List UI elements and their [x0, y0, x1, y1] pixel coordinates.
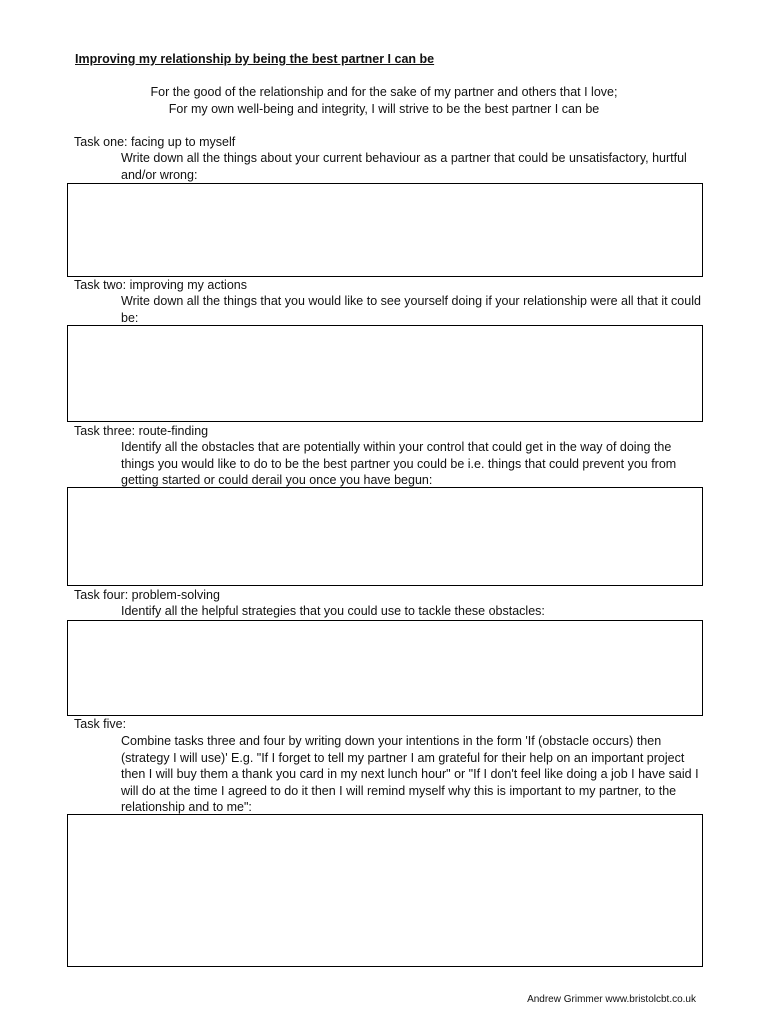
pledge-line-2: For my own well-being and integrity, I will strive to be the best partner I can be — [168, 102, 600, 116]
task-three-heading: Task three: route-finding — [74, 424, 209, 438]
task-five-instruction: Combine tasks three and four by writing down your intentions in the form 'If (obstacle occurs) then (strategy I will use)' E.g. "If I forget to tell my partner I am grateful for their help on an important project then I will buy them a thank you card in my next lunch hour" or "If I don't feel like doing a job I have said I will do at the time I agreed to do it then I will remind myself why this is important to my partner, to the relationship and to me": — [121, 734, 699, 814]
pledge-line-1: For the good of the relationship and for the sake of my partner and others that I love; — [150, 85, 618, 99]
task-five-heading: Task five: — [74, 717, 127, 731]
task-three-answer-box[interactable] — [67, 487, 703, 586]
task-one-heading: Task one: facing up to myself — [74, 135, 236, 149]
task-four-instruction: Identify all the helpful strategies that you could use to tackle these obstacles: — [121, 604, 545, 618]
pledge-statement — [75, 84, 693, 118]
task-two-heading: Task two: improving my actions — [74, 278, 247, 292]
task-three-instruction: Identify all the obstacles that are potentially within your control that could get in the way of doing the things you would like to do to be the best partner you could be i.e. things that could prevent you from getting started or could derail you once you have begun: — [121, 440, 677, 487]
task-one-answer-box[interactable] — [67, 183, 703, 277]
task-two-answer-box[interactable] — [67, 325, 703, 422]
task-four-answer-box[interactable] — [67, 620, 703, 716]
document-title: Improving my relationship by being the best partner I can be — [75, 52, 435, 66]
task-four-heading: Task four: problem-solving — [74, 588, 220, 602]
task-two-instruction: Write down all the things that you would like to see yourself doing if your relationship were all that it could be: — [121, 294, 701, 325]
footer-credit: Andrew Grimmer www.bristolcbt.co.uk — [527, 994, 696, 1005]
task-five-answer-box[interactable] — [67, 814, 703, 967]
task-one-instruction: Write down all the things about your current behaviour as a partner that could be unsatisfactory, hurtful and/or wrong: — [121, 151, 687, 182]
